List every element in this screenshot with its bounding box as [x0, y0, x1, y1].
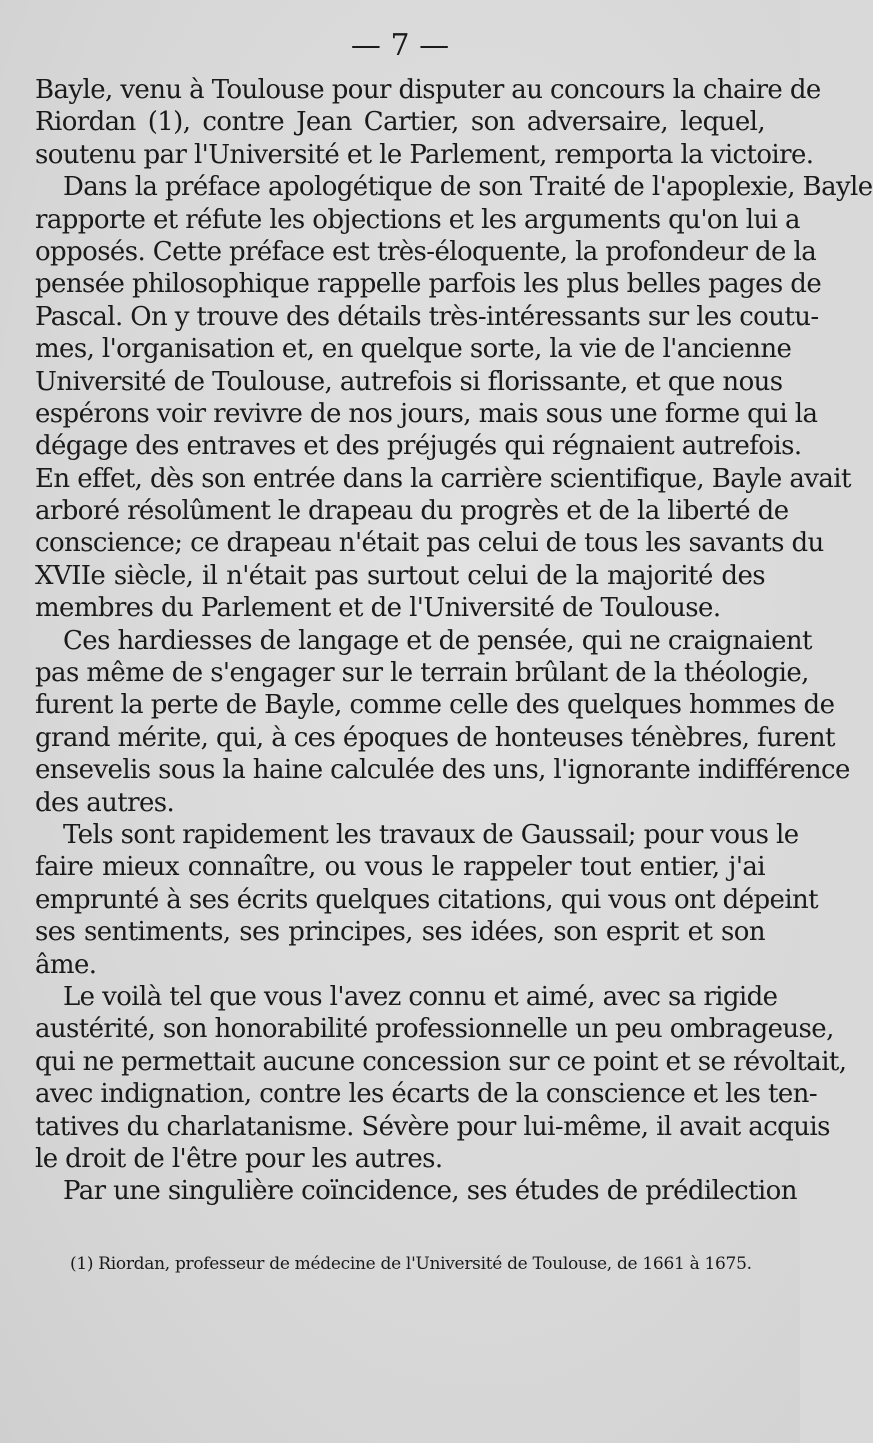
text-line: Le voilà tel que vous l'avez connu et aimé, avec sa rigide [63, 981, 778, 1012]
text-line: âme. [35, 949, 97, 980]
text-line: Pascal. On y trouve des détails très-intéressants sur les coutu- [35, 301, 819, 332]
text-line: arboré résolûment le drapeau du progrès et de la liberté de [35, 496, 789, 527]
text-line: pas même de s'engager sur le terrain brûlant de la théologie, [35, 658, 809, 689]
text-line: ensevelis sous la haine calculée des uns, l'ignorante indifférence [35, 755, 850, 786]
text-line: dégage des entraves et des préjugés qui régnaient autrefois. [35, 431, 802, 462]
text-line: Riordan (1), contre Jean Cartier, son adversaire, lequel, [35, 107, 765, 138]
text-line: des autres. [35, 787, 175, 818]
text-line: conscience; ce drapeau n'était pas celui de tous les savants du [35, 528, 824, 559]
text-line: membres du Parlement et de l'Université de Toulouse. [35, 593, 721, 624]
text-line: grand mérite, qui, à ces époques de honteuses ténèbres, furent [35, 722, 835, 753]
text-line: furent la perte de Bayle, comme celle des quelques hommes de [35, 690, 835, 721]
text-line: rapporte et réfute les objections et les arguments qu'on lui a [35, 204, 800, 235]
text-line: faire mieux connaître, ou vous le rappeler tout entier, j'ai [35, 852, 765, 883]
paragraph [35, 625, 850, 819]
text-line: XVIIe siècle, il n'était pas surtout celui de la majorité des [35, 560, 765, 591]
body-text [35, 74, 873, 1208]
text-line: Tels sont rapidement les travaux de Gaussail; pour vous le [63, 819, 799, 850]
page-number: — 7 — [350, 28, 450, 63]
text-line: Université de Toulouse, autrefois si florissante, et que nous [35, 366, 783, 397]
text-line: espérons voir revivre de nos jours, mais sous une forme qui la [35, 398, 818, 429]
text-line: emprunté à ses écrits quelques citations, qui vous ont dépeint [35, 884, 819, 915]
text-line: qui ne permettait aucune concession sur ce point et se révoltait, [35, 1046, 847, 1077]
text-line: soutenu par l'Université et le Parlement, remporta la victoire. [35, 139, 814, 170]
paragraph [35, 74, 821, 171]
paragraph [35, 171, 873, 624]
text-line: tatives du charlatanisme. Sévère pour lui-même, il avait acquis [35, 1111, 830, 1142]
text-line: Ces hardiesses de langage et de pensée, qui ne craignaient [63, 625, 812, 656]
text-line: Par une singulière coïncidence, ses études de prédilection [63, 1176, 797, 1207]
text-line: ses sentiments, ses principes, ses idées, son esprit et son [35, 917, 765, 948]
text-line: mes, l'organisation et, en quelque sorte, la vie de l'ancienne [35, 334, 792, 365]
footnote: (1) Riordan, professeur de médecine de l'Université de Toulouse, de 1661 à 1675. [70, 1254, 752, 1274]
text-line: avec indignation, contre les écarts de la conscience et les ten- [35, 1079, 818, 1110]
text-line: Bayle, venu à Toulouse pour disputer au concours la chaire de [35, 75, 821, 105]
text-line: opposés. Cette préface est très-éloquente, la profondeur de la [35, 236, 817, 267]
paragraph [35, 981, 847, 1175]
text-line: Dans la préface apologétique de son Traité de l'apoplexie, Bayle [63, 172, 873, 203]
text-line: austérité, son honorabilité professionnelle un peu ombrageuse, [35, 1014, 834, 1045]
paragraph [35, 1175, 797, 1207]
text-line: En effet, dès son entrée dans la carrière scientifique, Bayle avait [35, 463, 851, 494]
paragraph [35, 819, 819, 981]
text-line: pensée philosophique rappelle parfois les plus belles pages de [35, 269, 822, 300]
text-line: le droit de l'être pour les autres. [35, 1143, 443, 1174]
